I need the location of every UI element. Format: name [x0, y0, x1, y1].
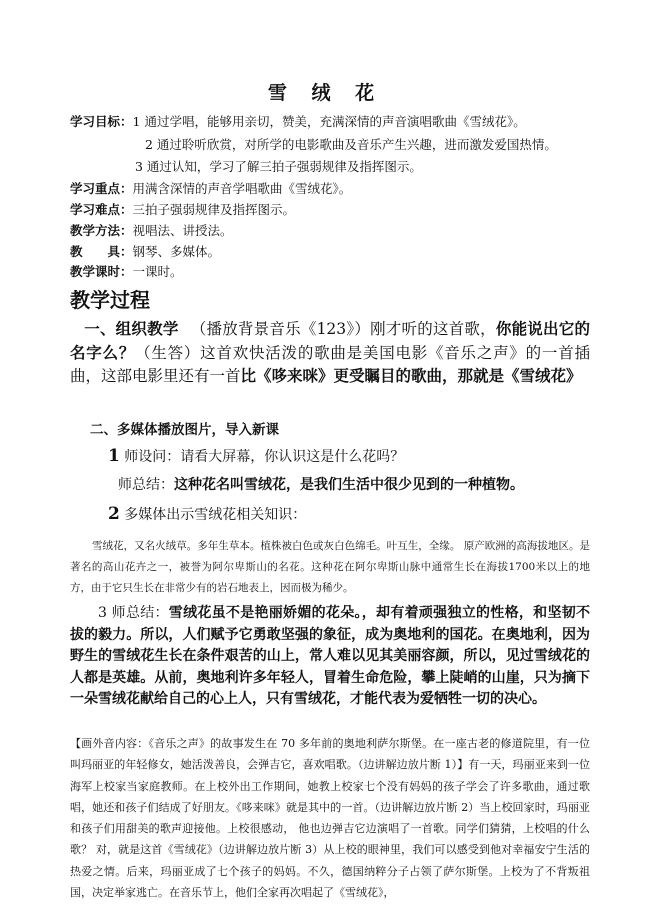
section1-mid: （生答）这首欢快活泼的歌曲是美国电影《音乐之声》的一首插曲，这部电影里还有一首	[70, 343, 590, 385]
story-paragraph: 【画外音内容：《音乐之声》的故事发生在 70 多年前的奥地利萨尔斯堡。在一座古老的修道院里，有一位叫玛丽亚的年轻修女，她活泼善良，会弹吉它，喜欢唱歌。（边讲解边放片断 1）】有一天，玛丽亚来到一位海军上校家当家庭教师。在上校外出工作期间，她教上校家七个没有妈妈的孩子学会了许多歌曲，通过歌唱，她还和孩子们结成了好朋友。《哆来咪》就是其中的一首。（边讲解边放片断 2）当上校回家时，玛丽亚和孩子们用甜美的歌声迎接他。上校很感动， 他也边弹吉它边演唱了一首歌。同学们猜猜，上校唱的什么歌？ 对，就是这首《雪绒花》（边讲解边放片断 3）从上校的眼神里，我们可以感受到他对幸福安宁生活的热爱之情。后来，玛丽亚成了七个孩子的妈妈。不久，德国纳粹分子占领了萨尔斯堡。上校为了不背叛祖国，决定举家逃亡。在音乐节上，他们全家再次唱起了《雪绒花》，	[70, 737, 590, 900]
summary3-number: 3	[98, 605, 107, 621]
step2-number: 2	[108, 504, 120, 524]
method-label: 教学方法：	[70, 223, 133, 238]
key-point-line	[70, 179, 351, 197]
method-line	[70, 221, 233, 239]
summary3-lead: 师总结：	[111, 605, 169, 621]
difficulty-text: 三拍子强弱规律及指挥图示。	[132, 202, 296, 217]
objectives-label: 学习目标：	[70, 114, 133, 129]
objective-item-3: 3 通过认知，学习了解三拍子强弱规律及指挥图示。	[135, 159, 422, 174]
summary1-text: 这种花名叫雪绒花，是我们生活中很少见到的一种植物。	[174, 477, 524, 493]
summary3-paragraph	[70, 603, 590, 711]
process-heading: 教学过程	[70, 288, 150, 312]
section1-paragraph	[70, 318, 590, 389]
summary1-line	[118, 474, 524, 494]
step1-text: 师设问：请看大屏幕，你认识这是什么花吗？	[124, 449, 405, 465]
section1-question: 你能说出它的名字么？	[70, 320, 590, 362]
step1-number: 1	[108, 446, 120, 466]
summary3-text: 雪绒花虽不是艳丽娇媚的花朵。，却有着顽强独立的性格，和坚韧不拔的毅力。所以，人们赋予它勇敢坚强的象征，成为奥地利的国花。在奥地利，因为野生的雪绒花生长在条件艰苦的山上，常人难以见其美丽容颜，所以，见过雪绒花的人都是英雄。从前，奥地利许多年轻人，冒着生命危险，攀上陡峭的山崖，只为摘下一朵雪绒花献给自己的心上人，只有雪绒花，才能代表为爱牺牲一切的决心。	[70, 605, 591, 707]
objective-item-2: 2 通过聆听欣赏，对所学的电影歌曲及音乐产生兴趣，进而激发爱国热情。	[145, 137, 557, 152]
duration-text: 一课时。	[132, 264, 183, 279]
duration-label: 教学课时：	[70, 264, 133, 279]
key-point-label: 学习重点：	[70, 181, 133, 196]
method-text: 视唱法、讲授法。	[132, 223, 233, 238]
summary1-lead: 师总结：	[118, 477, 174, 493]
step2-text: 多媒体出示雪绒花相关知识：	[124, 507, 307, 523]
knowledge-paragraph: 雪绒花，又名火绒草。多年生草本。植株被白色或灰白色绵毛。叶互生，全缘。 原产欧洲的高海拔地区。是著名的高山花卉之一，被誉为阿尔卑斯山的名花。这种花在阿尔卑斯山脉中通常生长在海拔1700米以上的地方，由于它只生长在非常少有的岩石地表上，因而极为稀少。	[70, 540, 590, 594]
step1-line	[108, 446, 404, 466]
difficulty-line	[70, 200, 295, 218]
tools-label: 教 具：	[70, 244, 133, 259]
tools-line	[70, 242, 220, 260]
objective-item-1: 1 通过学唱，能够用亲切，赞美，充满深情的声音演唱歌曲《雪绒花》。	[132, 114, 526, 129]
section2-heading: 二、多媒体播放图片，导入新课	[90, 422, 279, 438]
section1-head: 一、组织教学	[84, 320, 179, 338]
tools-text: 钢琴、多媒体。	[132, 244, 221, 259]
duration-line	[70, 262, 183, 280]
step2-line	[108, 504, 306, 524]
key-point-text: 用满含深情的声音学唱歌曲《雪绒花》。	[132, 181, 352, 196]
section1-emphasis: 比《哆来咪》更受瞩目的歌曲，那就是《雪绒花》	[240, 367, 582, 385]
difficulty-label: 学习难点：	[70, 202, 133, 217]
section1-note: （播放背景音乐《123》）刚才听的这首歌，	[190, 320, 496, 338]
page-title: 雪 绒 花	[267, 82, 384, 104]
objectives-line-1	[70, 112, 526, 130]
